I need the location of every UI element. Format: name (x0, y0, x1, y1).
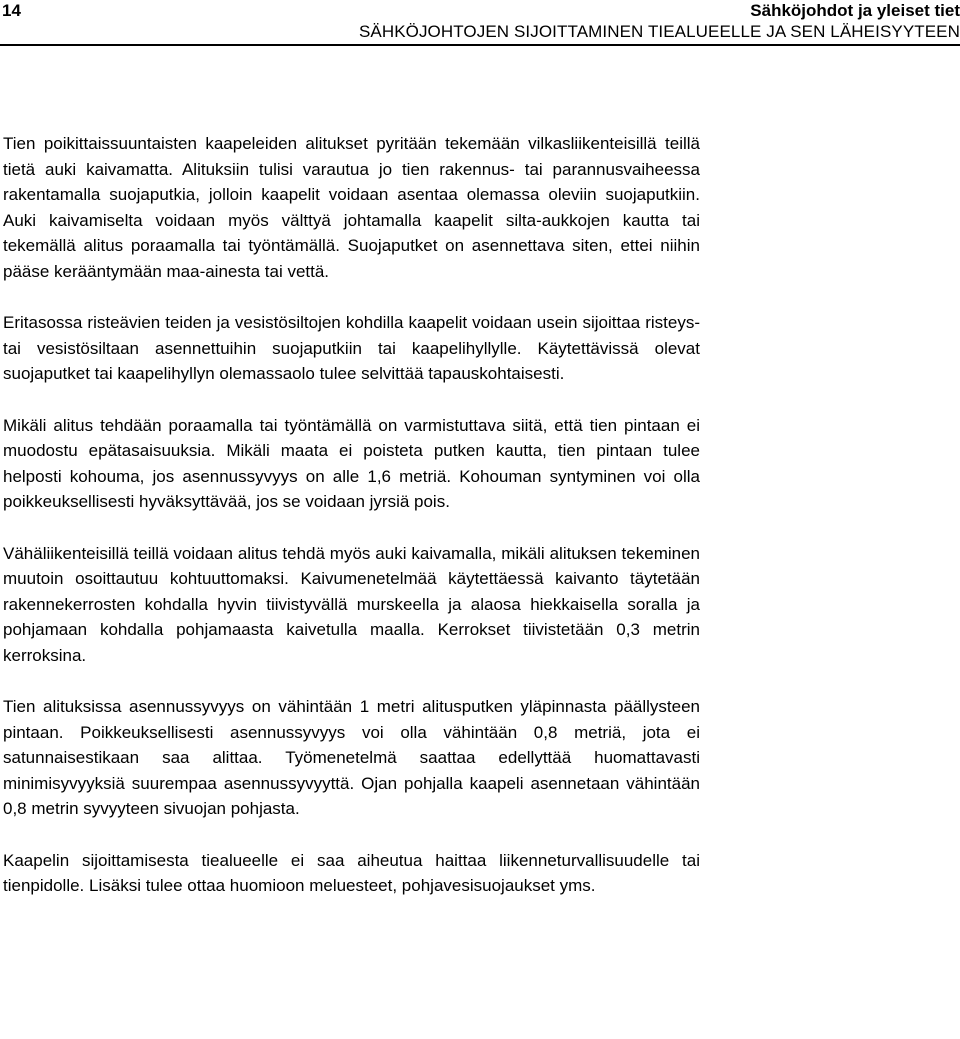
page-header (0, 0, 960, 46)
paragraph: Tien poikittaissuuntaisten kaapeleiden alitukset pyritään tekemään vilkasliikenteisillä teillä tietä auki kaivamatta. Alituksiin tulisi varautua jo tien rakennus- tai parannusvaiheessa rakentamalla suojaputkia, jolloin kaapelit voidaan asentaa olemassa oleviin suojaputkiin. Auki kaivamiselta voidaan myös välttyä johtamalla kaapelit silta-aukkojen kautta tai tekemällä alitus poraamalla tai työntämällä. Suojaputket on asennettava siten, ettei niihin pääse kerääntymään maa-ainesta tai vettä. (3, 134, 700, 281)
paragraph: Vähäliikenteisillä teillä voidaan alitus tehdä myös auki kaivamalla, mikäli alituksen tekeminen muutoin osoittautuu kohtuuttomaksi. Kaivumenetelmää käytettäessä kaivanto täytetään rakennekerrosten kohdalla hyvin tiivistyvällä murskeella ja alaosa hiekkaisella soralla ja pohjamaan kohdalla pohjamaasta kaivetulla maalla. Kerrokset tiivistetään 0,3 metrin kerroksina. (3, 543, 700, 665)
paragraph: Mikäli alitus tehdään poraamalla tai työntämällä on varmistuttava siitä, että tien pintaan ei muodostu epätasaisuuksia. Mikäli maata ei poisteta putken kautta, tien pintaan tulee helposti kohouma, jos asennussyvyys on alle 1,6 metriä. Kohouman syntyminen voi olla poikkeuksellisesti hyväksyttävää, jos se voidaan jyrsiä pois. (3, 415, 700, 511)
paragraph: Eritasossa risteävien teiden ja vesistösiltojen kohdilla kaapelit voidaan usein sijoittaa risteys- tai vesistösiltaan asennettuihin suojaputkiin tai kaapelihyllylle. Käytettävissä olevat suojaputket tai kaapelihyllyn olemassaolo tulee selvittää tapauskohtaisesti. (3, 313, 700, 383)
paragraph: Tien alituksissa asennussyvyys on vähintään 1 metri alitusputken yläpinnasta päällysteen pintaan. Poikkeuksellisesti asennussyvyys voi olla vähintään 0,8 metriä, jota ei satunnaisestikaan saa alittaa. Työmenetelmä saattaa edellyttää huomattavasti minimisyvyyksiä suurempaa asennussyvyyttä. Ojan pohjalla kaapeli asennetaan vähintään 0,8 metrin syvyyteen sivuojan pohjasta. (3, 697, 700, 818)
section-title: Sähköjohdot ja yleiset tiet (750, 1, 960, 20)
paragraph: Kaapelin sijoittamisesta tiealueelle ei saa aiheutua haittaa liikenneturvallisuudelle tai tienpidolle. Lisäksi tulee ottaa huomioon meluesteet, pohjavesisuojaukset yms. (3, 850, 700, 895)
body-text (3, 131, 700, 925)
chapter-title: SÄHKÖJOHTOJEN SIJOITTAMINEN TIEALUEELLE JA SEN LÄHEISYYTEEN (358, 22, 960, 41)
page-number: 14 (2, 1, 21, 20)
